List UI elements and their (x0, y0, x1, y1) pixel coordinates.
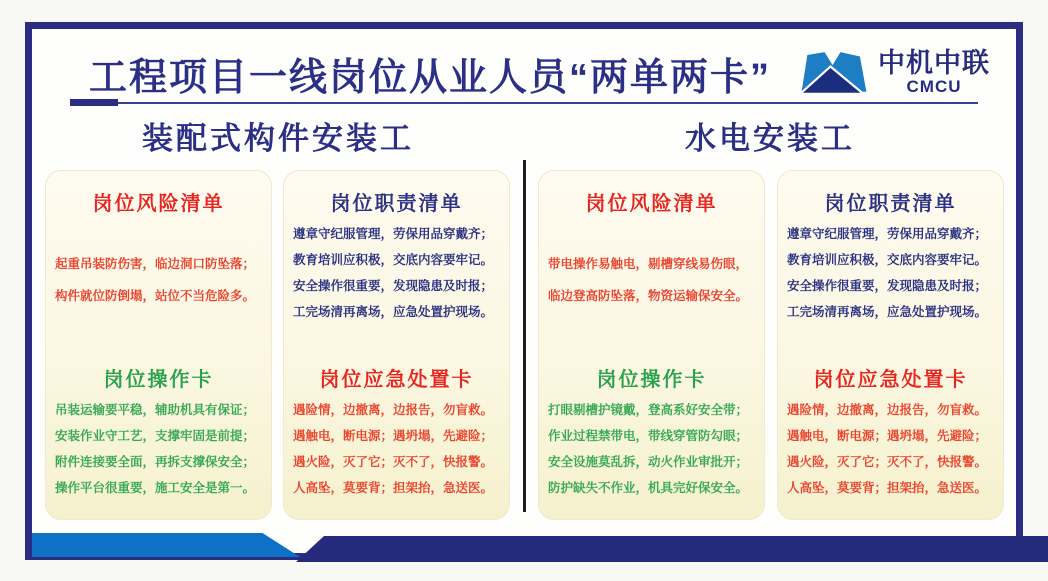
block-lines (293, 402, 500, 496)
text-line: 安全操作很重要，发现隐患及时报； (787, 279, 988, 293)
block-lines (55, 402, 262, 496)
text-line: 遇触电，断电源；遇坍塌，先避险； (293, 429, 494, 443)
logo-company-name: 中机中联 (878, 47, 990, 78)
text-line: 工完场清再离场，应急处置护现场。 (293, 305, 494, 319)
poster-header (62, 37, 1004, 109)
text-line: 遇险情，边撤离，边报告，勿盲救。 (293, 403, 494, 417)
text-line: 人高坠，莫要背；担架抬，急送医。 (293, 481, 494, 495)
block-duty-list (787, 171, 994, 353)
poster-frame (25, 22, 1023, 560)
block-title: 岗位应急处置卡 (813, 369, 968, 391)
section-heading-plumbing-electric-installer: 水电安装工 (685, 121, 855, 156)
text-line: 临边登高防坠落，物资运输保安全。 (548, 289, 749, 303)
text-line: 遵章守纪服管理，劳保用品穿戴齐； (787, 227, 988, 241)
section-vertical-divider (523, 160, 526, 512)
text-line: 构件就位防倒塌，站位不当危险多。 (55, 289, 256, 303)
block-operation-card (548, 353, 755, 496)
text-line: 人高坠，莫要背；担架抬，急送医。 (787, 481, 988, 495)
section-heading-prefab-installer: 装配式构件安装工 (142, 121, 414, 156)
text-line: 安装作业守工艺，支撑牢固是前提； (55, 429, 256, 443)
block-duty-list (293, 171, 500, 353)
logo-abbreviation: CMCU (906, 77, 962, 97)
section-headings (32, 113, 1016, 158)
block-title: 岗位应急处置卡 (319, 369, 474, 391)
block-lines (55, 256, 262, 304)
block-risk-list (55, 171, 262, 353)
text-line: 遇险情，边撤离，边报告，勿盲救。 (787, 403, 988, 417)
card-plumbing-duty-emergency (777, 170, 1004, 520)
block-title: 岗位操作卡 (103, 369, 214, 391)
poster-title: 工程项目一线岗位从业人员“两单两卡” (88, 56, 771, 99)
text-line: 起重吊装防伤害，临边洞口防坠落； (55, 257, 256, 271)
text-line: 遵章守纪服管理，劳保用品穿戴齐； (293, 227, 494, 241)
block-lines (787, 226, 994, 320)
text-line: 遇触电，断电源；遇坍塌，先避险； (787, 429, 988, 443)
mountain-logo-icon (798, 45, 870, 101)
block-title: 岗位操作卡 (596, 369, 707, 391)
text-line: 教育培训应积极，交底内容要牢记。 (787, 253, 988, 267)
text-line: 防护缺失不作业，机具完好保安全。 (548, 481, 749, 495)
text-line: 吊装运输要平稳，辅助机具有保证； (55, 403, 256, 417)
block-lines (787, 402, 994, 496)
card-plumbing-risk-operation (538, 170, 765, 520)
text-line: 工完场清再离场，应急处置护现场。 (787, 305, 988, 319)
card-prefab-duty-emergency (283, 170, 510, 520)
block-title: 岗位风险清单 (92, 193, 225, 215)
logo-text (878, 49, 990, 97)
text-line: 打眼剔槽护镜戴，登高系好安全带； (548, 403, 749, 417)
text-line: 遇火险，灭了它；灭不了，快报警。 (787, 455, 988, 469)
block-title: 岗位风险清单 (585, 193, 718, 215)
text-line: 遇火险，灭了它；灭不了，快报警。 (293, 455, 494, 469)
text-line: 带电操作易触电，剔槽穿线易伤眼， (548, 257, 749, 271)
block-operation-card (55, 353, 262, 496)
block-risk-list (548, 171, 755, 353)
text-line: 安全设施莫乱拆，动火作业审批开； (548, 455, 749, 469)
block-title: 岗位职责清单 (330, 193, 463, 215)
title-divider-accent (70, 99, 118, 106)
text-line: 教育培训应积极，交底内容要牢记。 (293, 253, 494, 267)
text-line: 操作平台很重要，施工安全是第一。 (55, 481, 256, 495)
bottom-ribbon-navy (296, 536, 1048, 562)
block-emergency-card (293, 353, 500, 496)
block-title: 岗位职责清单 (824, 193, 957, 215)
title-divider-line (70, 102, 978, 104)
block-lines (293, 226, 500, 320)
bottom-ribbon-blue (32, 533, 300, 557)
block-emergency-card (787, 353, 994, 496)
block-lines (548, 256, 755, 304)
text-line: 附件连接要全面，再拆支撑保安全； (55, 455, 256, 469)
company-logo (798, 45, 1004, 101)
text-line: 作业过程禁带电，带线穿管防勾眼； (548, 429, 749, 443)
block-lines (548, 402, 755, 496)
text-line: 安全操作很重要，发现隐患及时报； (293, 279, 494, 293)
card-prefab-risk-operation (45, 170, 272, 520)
